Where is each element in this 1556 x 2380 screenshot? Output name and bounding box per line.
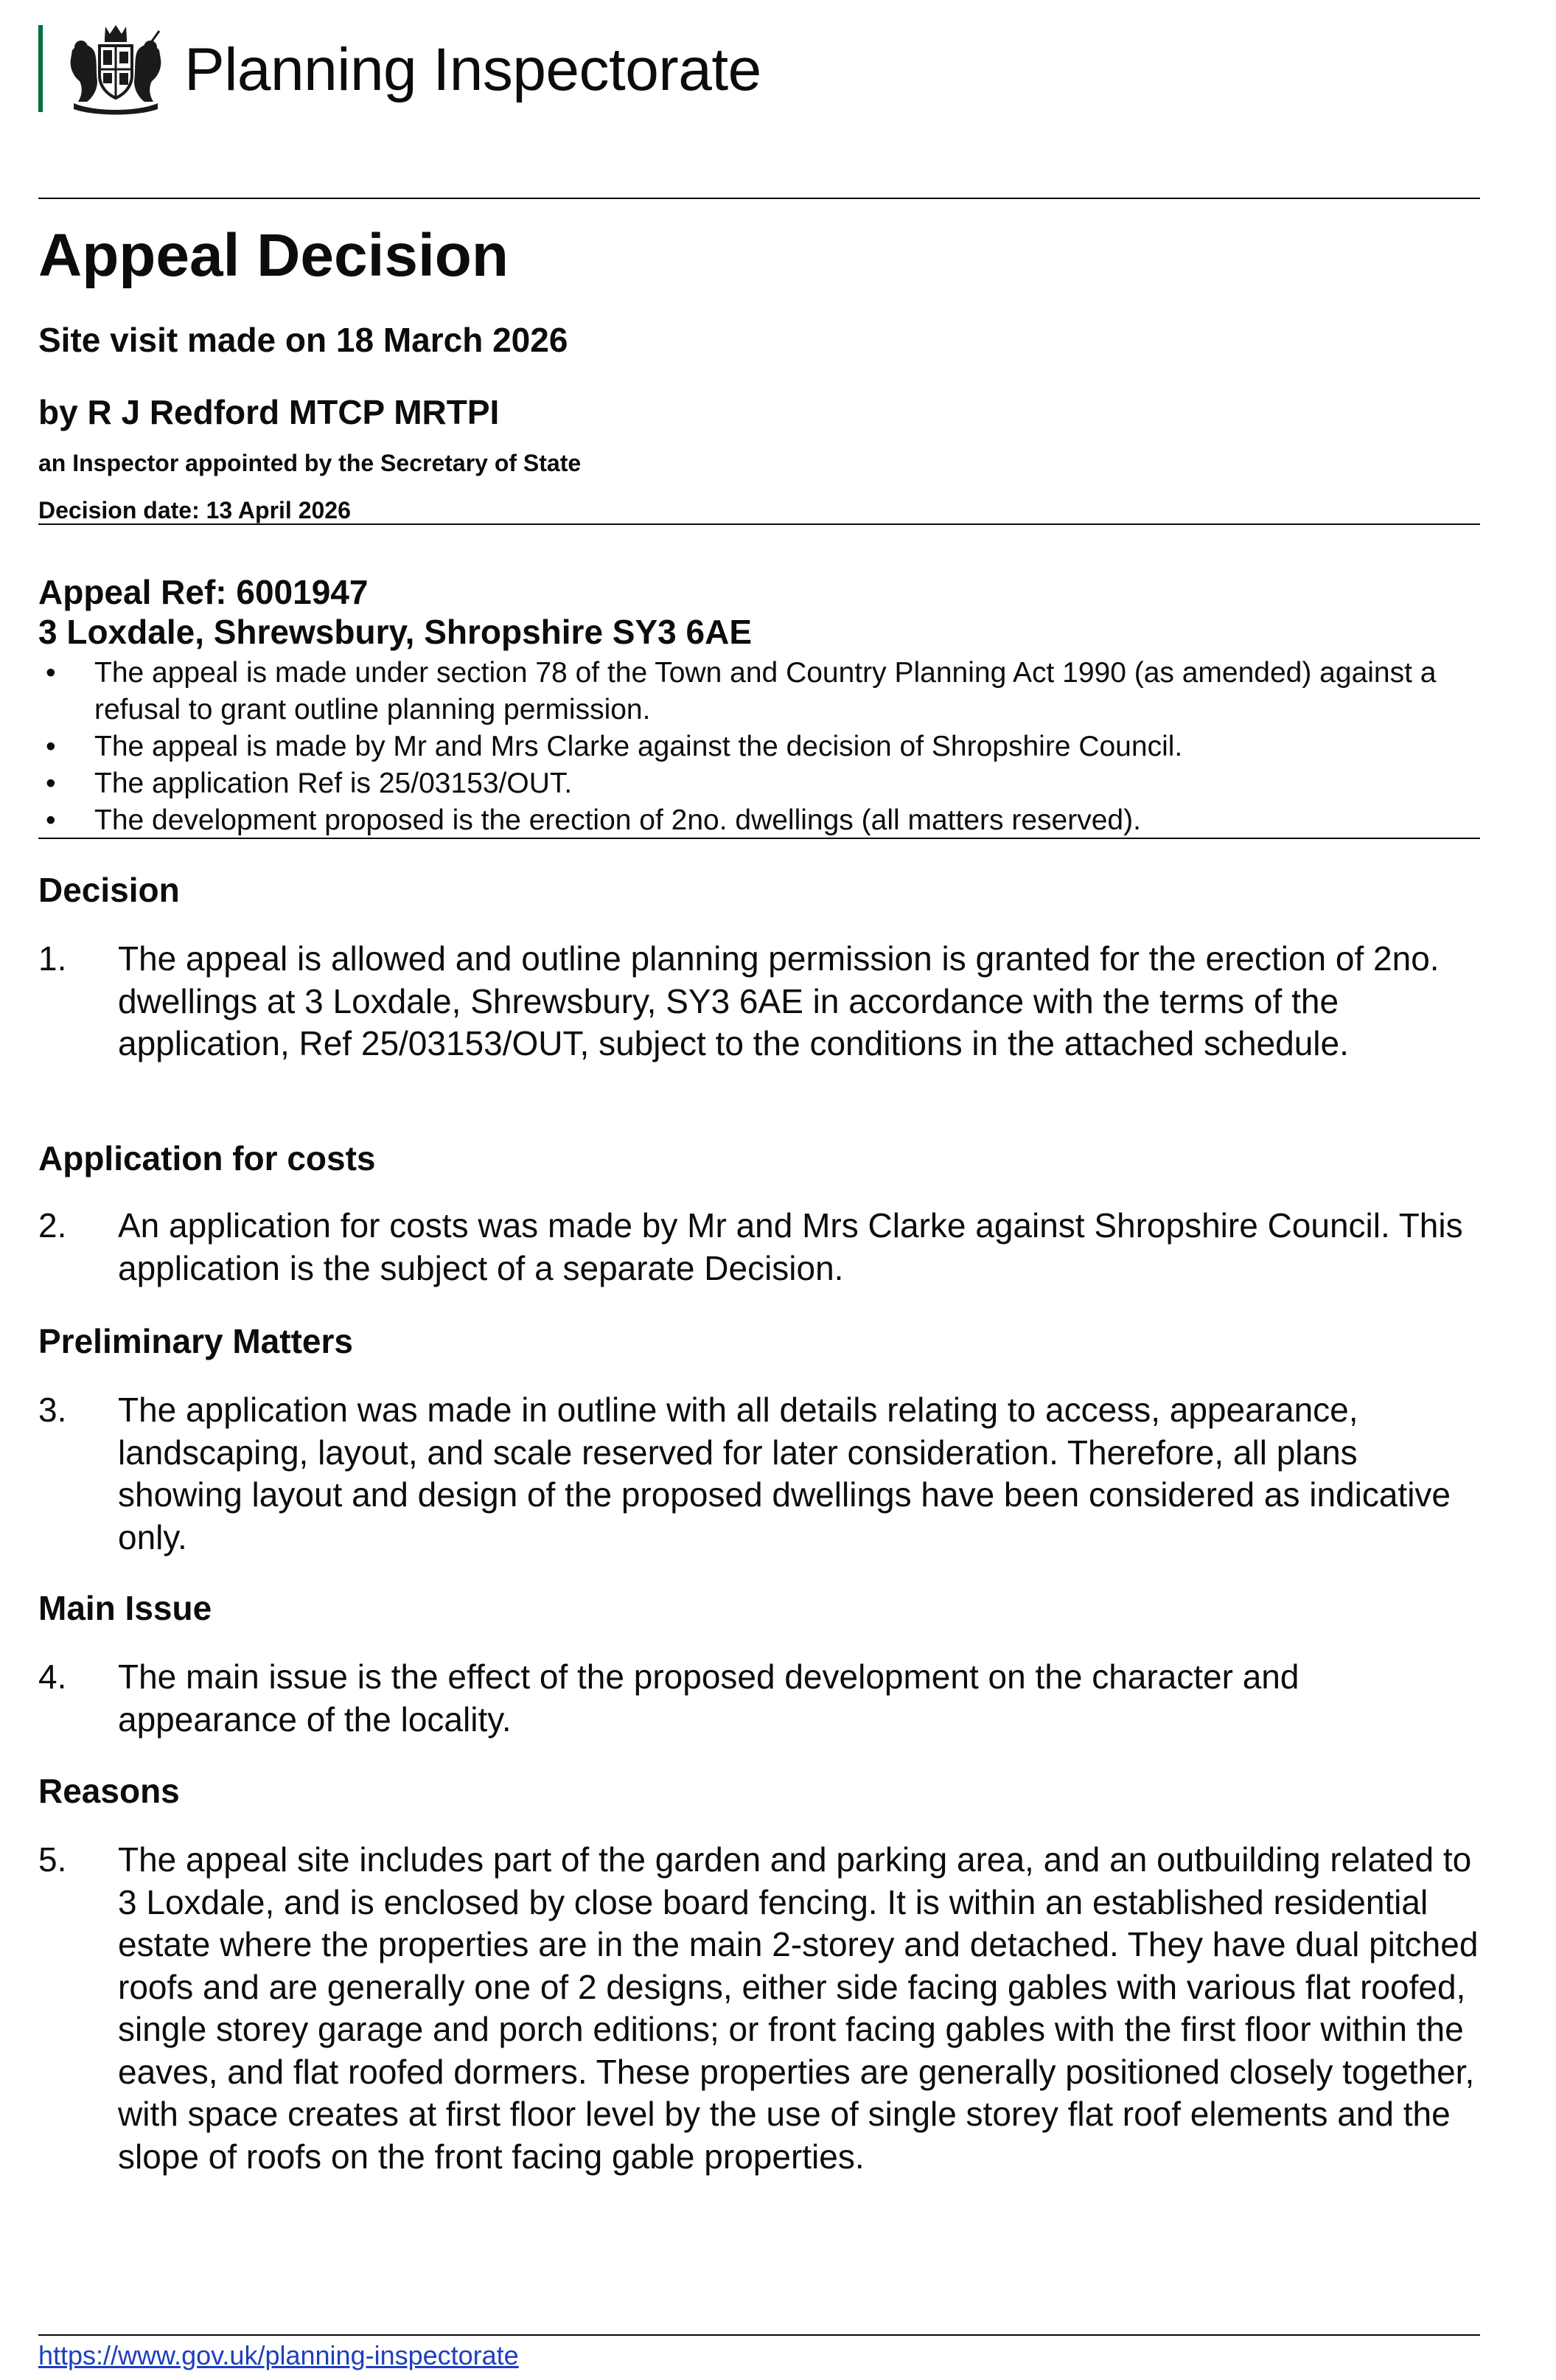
list-item bbox=[38, 765, 1480, 802]
paragraph-4 bbox=[38, 1656, 1480, 1741]
section-heading-reasons: Reasons bbox=[38, 1772, 180, 1810]
royal-coat-of-arms-icon bbox=[65, 22, 167, 116]
bullet-icon: • bbox=[46, 768, 56, 799]
brand-bar bbox=[38, 25, 43, 112]
paragraph-1 bbox=[38, 938, 1480, 1065]
section-heading-main-issue: Main Issue bbox=[38, 1589, 212, 1627]
paragraph-5 bbox=[38, 1839, 1480, 2178]
page-title: Appeal Decision bbox=[38, 222, 509, 289]
paragraph-number: 5. bbox=[38, 1840, 67, 1879]
appeal-address: 3 Loxdale, Shrewsbury, Shropshire SY3 6AE bbox=[38, 613, 753, 651]
list-item-text: The appeal is made by Mr and Mrs Clarke against the decision of Shropshire Council. bbox=[94, 731, 1183, 762]
organisation-name: Planning Inspectorate bbox=[184, 36, 761, 103]
list-item bbox=[38, 655, 1480, 728]
paragraph-text: An application for costs was made by Mr and Mrs Clarke against Shropshire Council. This application is the subject of a separate Decision. bbox=[118, 1206, 1463, 1287]
paragraph-2 bbox=[38, 1205, 1480, 1290]
paragraph-text: The main issue is the effect of the proposed development on the character and appearance of the locality. bbox=[118, 1657, 1299, 1739]
inspector-name: by R J Redford MTCP MRTPI bbox=[38, 393, 500, 431]
decision-date: Decision date: 13 April 2026 bbox=[38, 497, 351, 523]
summary-divider bbox=[38, 838, 1480, 839]
paragraph-number: 4. bbox=[38, 1657, 67, 1696]
bullet-icon: • bbox=[46, 804, 56, 836]
appeal-reference: Appeal Ref: 6001947 bbox=[38, 573, 369, 611]
footer-website-link[interactable]: https://www.gov.uk/planning-inspectorate bbox=[38, 2340, 519, 2370]
section-heading-costs: Application for costs bbox=[38, 1139, 376, 1177]
bullet-icon: • bbox=[46, 731, 56, 762]
paragraph-text: The appeal is allowed and outline planning permission is granted for the erection of 2no. dwellings at 3 Loxdale, Shrewsbury, SY3 6AE in accordance with the terms of the application, Ref 25/03153/OUT, subject to the conditions in the attached schedule. bbox=[118, 939, 1440, 1062]
paragraph-number: 1. bbox=[38, 939, 67, 978]
paragraph-text: The appeal site includes part of the garden and parking area, and an outbuilding related to 3 Loxdale, and is enclosed by close board fencing. It is within an established residential estate where the properties are in the main 2-storey and detached. They have dual pitched roofs and are generally one of 2 designs, either side facing gables with various flat roofed, single storey garage and porch editions; or front facing gables with the first floor within the eaves, and flat roofed dormers. These properties are generally positioned closely together, with space creates at first floor level by the use of single storey flat roof elements and the slope of roofs on the front facing gable properties. bbox=[118, 1840, 1479, 2176]
list-item bbox=[38, 802, 1480, 839]
footer-divider bbox=[38, 2334, 1480, 2336]
paragraph-3 bbox=[38, 1389, 1480, 1559]
section-heading-preliminary-matters: Preliminary Matters bbox=[38, 1322, 353, 1360]
list-item-text: The application Ref is 25/03153/OUT. bbox=[94, 768, 573, 799]
list-item-text: The development proposed is the erection of 2no. dwellings (all matters reserved). bbox=[94, 804, 1141, 836]
inspector-appointment: an Inspector appointed by the Secretary of State bbox=[38, 450, 582, 476]
section-heading-decision: Decision bbox=[38, 871, 180, 909]
paragraph-number: 3. bbox=[38, 1391, 67, 1429]
site-visit-date: Site visit made on 18 March 2026 bbox=[38, 321, 568, 359]
list-item-text: The appeal is made under section 78 of the Town and Country Planning Act 1990 (as amended) against a refusal to grant outline planning permission. bbox=[94, 657, 1437, 726]
bullet-icon: • bbox=[46, 657, 56, 689]
paragraph-text: The application was made in outline with all details relating to access, appearance, landscaping, layout, and scale reserved for later consideration. Therefore, all plans showing layout and design of the proposed dwellings have been considered as indicative only. bbox=[118, 1391, 1451, 1556]
meta-divider bbox=[38, 523, 1480, 525]
header-divider bbox=[38, 198, 1480, 199]
paragraph-number: 2. bbox=[38, 1206, 67, 1245]
appeal-summary-list bbox=[38, 655, 1480, 839]
list-item bbox=[38, 728, 1480, 765]
